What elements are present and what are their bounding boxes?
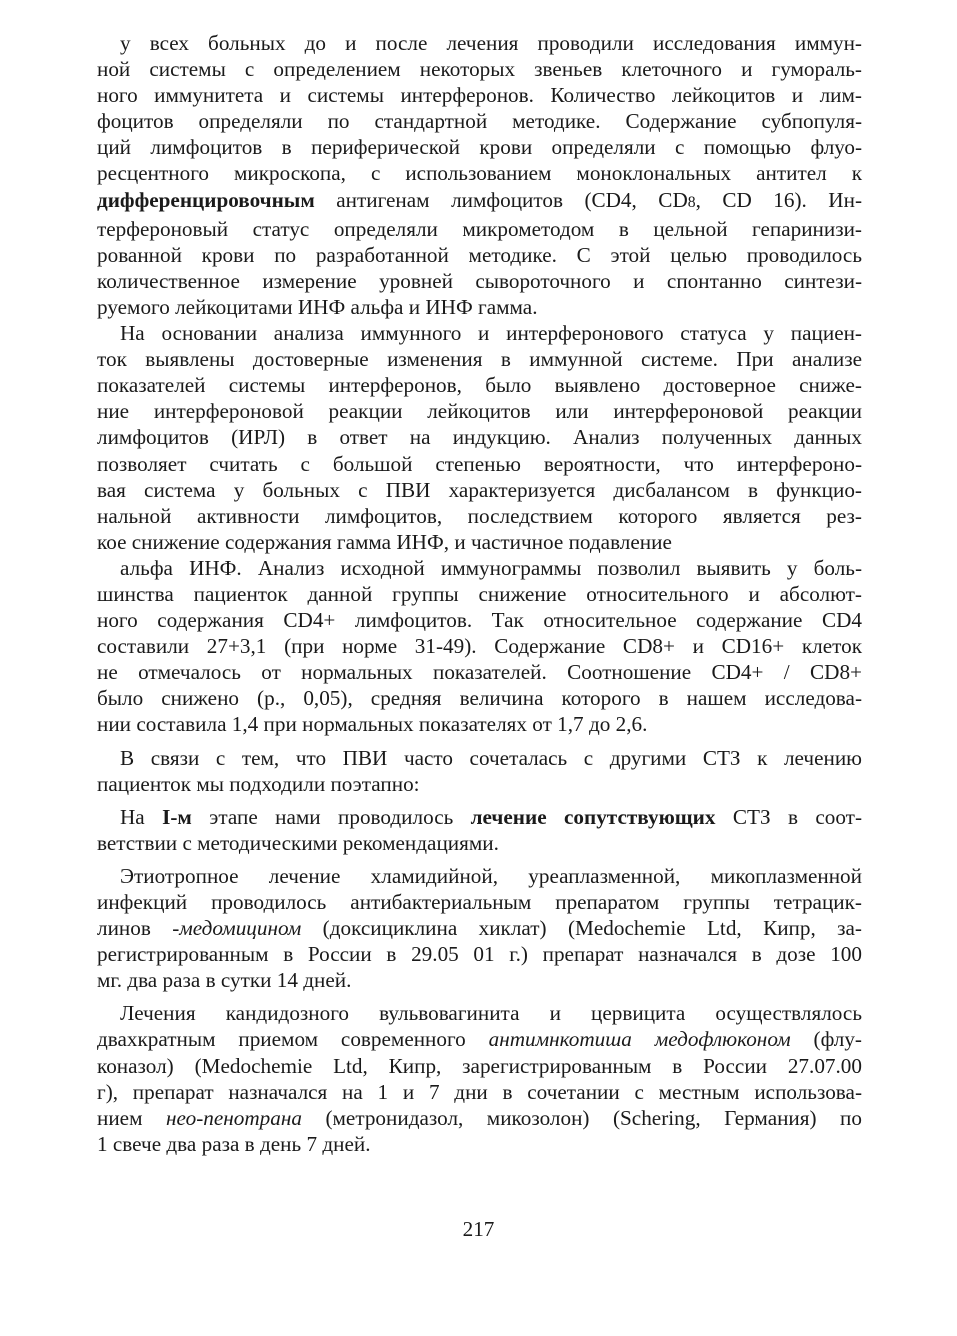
text-line: терфероновый статус определяли микрометодом в цельной гепаринизи- bbox=[97, 216, 862, 241]
text-line: ток выявлены достоверные изменения в иммунной системе. При анализе bbox=[97, 347, 862, 372]
text-line: ние интерфероновой реакции лейкоцитов или интерфероновой реакции bbox=[97, 399, 862, 424]
text-run: (метронидазол, микозолон) (Schering, Германия) по bbox=[301, 1105, 862, 1130]
text-run: этапе нами проводилось bbox=[191, 804, 471, 829]
text-line: В связи с тем, что ПВИ часто сочеталась с другими СТЗ к лечению bbox=[120, 745, 862, 770]
text-line: 1 свече два раза в день 7 дней. bbox=[97, 1131, 371, 1156]
text-line bbox=[97, 1105, 862, 1131]
text-line: у всех больных до и после лечения проводили исследования иммун- bbox=[120, 31, 862, 55]
text-line bbox=[97, 915, 862, 941]
text-line: Лечения кандидозного вульвовагинита и цервицита осуществлялось bbox=[120, 1001, 862, 1026]
italic-term: медомицином bbox=[179, 916, 302, 941]
text-line: шинства пациенток данной группы снижение относительного и абсолют- bbox=[97, 581, 862, 606]
text-line: ного содержания CD4+ лимфоцитов. Так относительное содержание CD4 bbox=[97, 608, 862, 633]
text-line: пациенток мы подходили поэтапно: bbox=[97, 771, 420, 796]
text-run: На bbox=[120, 804, 163, 829]
text-line: позволяет считать с большой степенью вероятности, что интерфероно- bbox=[97, 451, 862, 476]
page-number: 217 bbox=[462, 1217, 495, 1241]
italic-term: нео-пенотрана bbox=[165, 1105, 302, 1130]
text-run: двахкратным приемом современного bbox=[97, 1027, 489, 1052]
text-line: ций лимфоцитов в периферической крови определяли с помощью флуо- bbox=[97, 135, 862, 160]
body-text bbox=[97, 30, 862, 1157]
text-line: рованной крови по разработанной методике. С этой целью проводилось bbox=[97, 242, 862, 267]
text-line: количественное измерение уровней сывороточного и спонтанно синтези- bbox=[97, 268, 862, 293]
text-run: нием bbox=[97, 1105, 166, 1130]
paragraph-gap bbox=[97, 738, 862, 745]
text-line: г), препарат назначался на 1 и 7 дни в сочетании с местным использова- bbox=[97, 1079, 862, 1104]
text-line: показателей системы интерферонов, было выявлено достоверное сниже- bbox=[97, 373, 862, 398]
text-run: линов - bbox=[97, 916, 180, 941]
text-line: альфа ИНФ. Анализ исходной иммунограммы позволил выявить у боль- bbox=[120, 555, 862, 580]
text-run: СТЗ в соот- bbox=[715, 804, 863, 829]
text-line: ресцентного микроскопа, с использованием моноклональных антител к bbox=[97, 161, 862, 186]
text-run: (флу- bbox=[790, 1027, 862, 1052]
text-line: коназол) (Medochemie Ltd, Кипр, зарегистрированным в России 27.07.00 bbox=[97, 1053, 862, 1078]
text-line: регистрированным в России в 29.05 01 г.) препарат назначался в дозе 100 bbox=[97, 942, 862, 967]
text-run: , CD 16). Ин- bbox=[695, 187, 863, 212]
text-line: вая система у больных с ПВИ характеризуется дисбалансом в функцио- bbox=[97, 477, 862, 502]
text-line: нальной активности лимфоцитов, последствием которого является рез- bbox=[97, 503, 862, 528]
paragraph-gap bbox=[97, 993, 862, 1000]
text-line: ного иммунитета и системы интерферонов. Количество лейкоцитов и лим- bbox=[97, 83, 862, 108]
text-line: нии составила 1,4 при нормальных показателях от 1,7 до 2,6. bbox=[97, 712, 648, 737]
text-line: инфекций проводилось антибактериальным препаратом группы тетрацик- bbox=[97, 890, 862, 914]
text-line: ветствии с методическими рекомендациями. bbox=[97, 830, 499, 855]
text-line: не отмечалось от нормальных показателей. Соотношение CD4+ / CD8+ bbox=[97, 660, 862, 685]
paragraph-gap bbox=[97, 856, 862, 863]
text-line bbox=[97, 1026, 862, 1052]
text-line: Этиотропное лечение хламидийной, уреаплазменной, микоплазменной bbox=[120, 863, 862, 888]
text-line: ной системы с определением некоторых звеньев клеточного и гумораль- bbox=[97, 57, 862, 82]
text-line: мг. два раза в сутки 14 дней. bbox=[97, 968, 352, 993]
text-run: антигенам лимфоцитов (CD4, CD bbox=[314, 187, 688, 212]
text-line: кое снижение содержания гамма ИНФ, и частичное подавление bbox=[97, 529, 672, 554]
text-line: На основании анализа иммунного и интерферонового статуса у пациен- bbox=[120, 321, 862, 346]
text-line: составили 27+3,1 (при норме 31-49). Содержание CD8+ и CD16+ клеток bbox=[97, 634, 862, 659]
text-line: было снижено (р., 0,05), средняя величина которого в нашем исследова- bbox=[97, 686, 862, 711]
text-line bbox=[97, 187, 862, 216]
text-line: фоцитов определяли по стандартной методике. Содержание субпопуля- bbox=[97, 109, 862, 134]
text-run: (доксициклина хиклат) (Medochemie Ltd, Кипр, за- bbox=[301, 916, 862, 941]
text-line bbox=[97, 804, 862, 830]
bold-term: I-м bbox=[162, 804, 192, 829]
bold-term: лечение сопутствующих bbox=[470, 804, 716, 829]
italic-term: антимнкотиша медофлюконом bbox=[488, 1027, 791, 1052]
paragraph-gap bbox=[97, 797, 862, 804]
text-line: руемого лейкоцитами ИНФ альфа и ИНФ гамма. bbox=[97, 294, 538, 319]
text-line: лимфоцитов (ИРЛ) в ответ на индукцию. Анализ полученных данных bbox=[97, 425, 862, 450]
bold-term: дифференцировочным bbox=[97, 187, 315, 212]
subscript-8: 8 bbox=[687, 193, 696, 211]
